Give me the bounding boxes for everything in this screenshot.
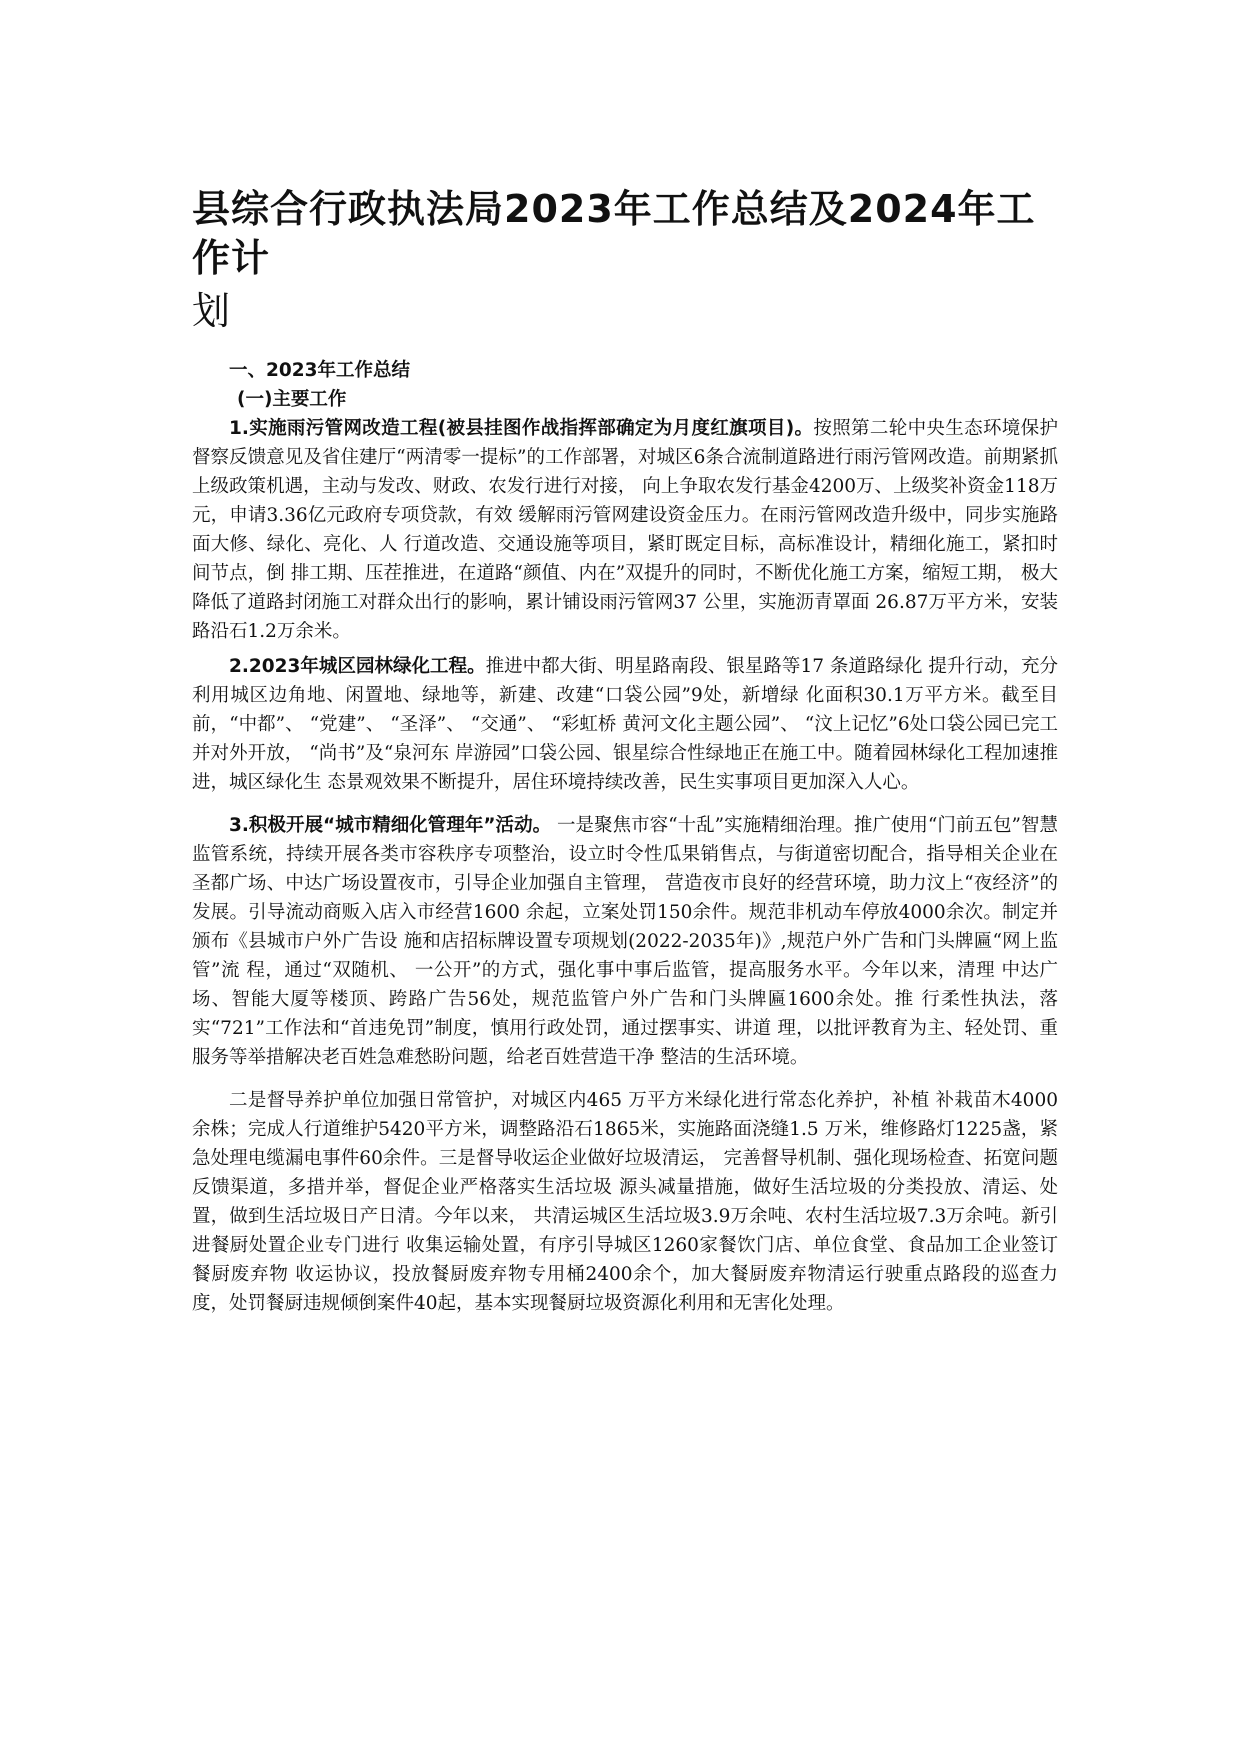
document-title-tail: 划 [192,289,231,333]
paragraph-item-2 [192,652,1058,797]
paragraph-item-1 [192,414,1058,646]
paragraph-item-4 [192,1086,1058,1318]
paragraph-lead: 1.实施雨污管网改造工程(被县挂图作战指挥部确定为月度红旗项目)。 [229,418,814,439]
subsection-heading: (一)主要工作 [237,389,347,410]
document-body [192,356,1058,1324]
paragraph-item-3 [192,811,1058,1072]
paragraph-text: 推进中都大街、明星路南段、银星路等17 条道路绿化 提升行动，充分利用城区边角地、闲置地、绿地等，新建、改建“口袋公园”9处，新增绿 化面积30.1万平方米。截至目前，“中都”、 “党建”、 “圣泽”、 “交通”、 “彩虹桥 黄河文化主题公园”、 “汶上记忆”6处口袋公园已完工并对外开放， “尚书”及“泉河东 岸游园”口袋公园、银星综合性绿地正在施工中。随着园林绿化工程加速推进，城区绿化生 态景观效果不断提升，居住环境持续改善，民生实事项目更加深入人心。 [192,656,1058,793]
paragraph-text: 一是聚焦市容“十乱”实施精细治理。推广使用“门前五包”智慧监管系统，持续开展各类市容秩序专项整治，设立时令性瓜果销售点，与街道密切配合，指导相关企业在圣都广场、中达广场设置夜市，引导企业加强自主管理， 营造夜市良好的经营环境，助力汶上“夜经济”的发展。引导流动商贩入店入市经营1600 余起，立案处罚150余件。规范非机动车停放4000余次。制定并颁布《县城市户外广告设 施和店招标牌设置专项规划(2022-2035年)》,规范户外广告和门头牌匾“网上监管”流 程，通过“双随机、 一公开”的方式，强化事中事后监管，提高服务水平。今年以来，清理 中达广场、智能大厦等楼顶、跨路广告56处，规范监管户外广告和门头牌匾1600余处。推 行柔性执法，落实“721”工作法和“首违免罚”制度，慎用行政处罚，通过摆事实、讲道 理，以批评教育为主、轻处罚、重服务等举措解决老百姓急难愁盼问题，给老百姓营造干净 整洁的生活环境。 [192,815,1058,1068]
paragraph-lead: 3.积极开展“城市精细化管理年”活动。 [229,815,552,836]
paragraph-text: 二是督导养护单位加强日常管护，对城区内465 万平方米绿化进行常态化养护，补植 补栽苗木4000余株；完成人行道维护5420平方米，调整路沿石1865米，实施路面浇缝1.5 万米，维修路灯1225盏，紧急处理电缆漏电事件60余件。三是督导收运企业做好垃圾清运， 完善督导机制、强化现场检查、拓宽问题反馈渠道，多措并举，督促企业严格落实生活垃圾 源头减量措施，做好生活垃圾的分类投放、清运、处置，做到生活垃圾日产日清。今年以来， 共清运城区生活垃圾3.9万余吨、农村生活垃圾7.3万余吨。新引进餐厨处置企业专门进行 收集运输处置，有序引导城区1260家餐饮门店、单位食堂、食品加工企业签订餐厨废弃物 收运协议，投放餐厨废弃物专用桶2400余个，加大餐厨废弃物清运行驶重点路段的巡查力 度，处罚餐厨违规倾倒案件40起，基本实现餐厨垃圾资源化利用和无害化处理。 [192,1090,1058,1314]
paragraph-lead: 2.2023年城区园林绿化工程。 [229,656,486,677]
document-title: 县综合行政执法局2023年工作总结及2024年工作计 [192,187,1036,280]
paragraph-text: 按照第二轮中央生态环境保护督察反馈意见及省住建厅“两清零一提标”的工作部署，对城区6条合流制道路进行雨污管网改造。前期紧抓上级政策机遇，主动与发改、财政、农发行进行对接， 向上争取农发行基金4200万、上级奖补资金118万元，申请3.36亿元政府专项贷款，有效 缓解雨污管网建设资金压力。在雨污管网改造升级中，同步实施路面大修、绿化、亮化、人 行道改造、交通设施等项目，紧盯既定目标，高标准设计，精细化施工，紧扣时间节点，倒 排工期、压茬推进，在道路“颜值、内在”双提升的同时，不断优化施工方案，缩短工期， 极大降低了道路封闭施工对群众出行的影响，累计铺设雨污管网37 公里，实施沥青罩面 26.87万平方米，安装路沿石1.2万余米。 [192,418,1058,642]
section-heading: 一、2023年工作总结 [229,360,410,381]
